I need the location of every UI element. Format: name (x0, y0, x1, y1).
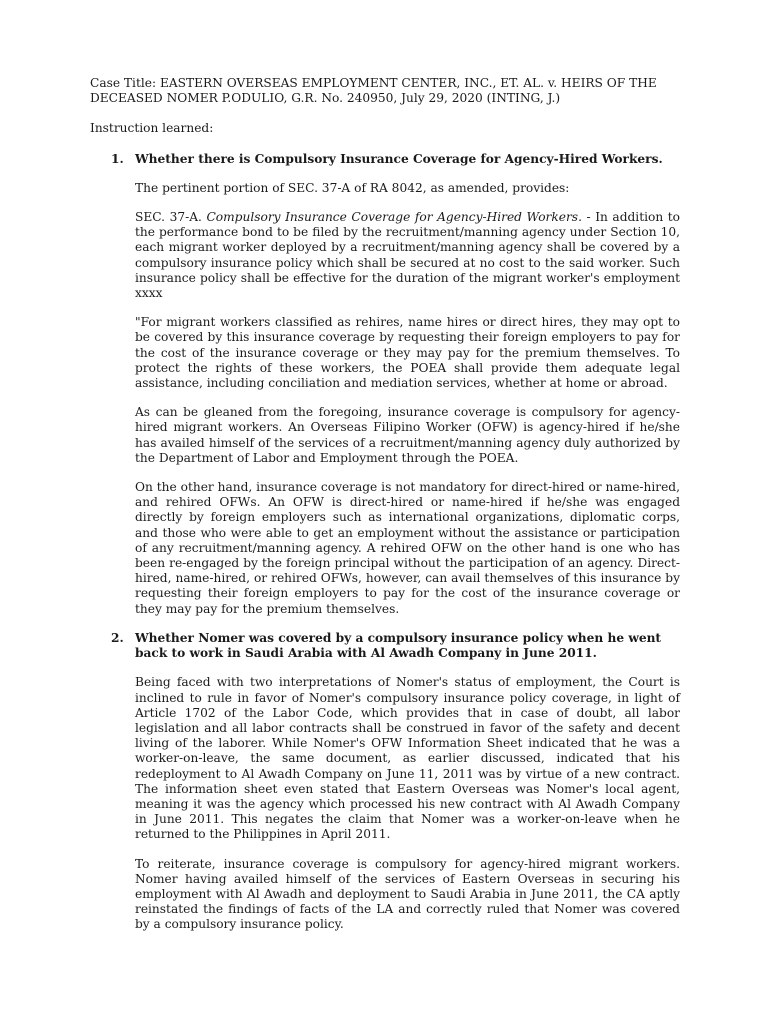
question-2-paragraph-a: Being faced with two interpretations of Nomer's status of employment, the Court is inclined to rule in favor of Nomer's compulsory insurance policy coverage, in light of Article 1702 of the Labor Code, which provides that in case of doubt, all labor legislation and all labor contracts shall be construed in favor of the safety and decent living of the laborer. While Nomer's OFW Information Sheet indicated that he was a worker-on-leave, the same document, as earlier discussed, indicated that his redeployment to Al Awadh Company on June 11, 2011 was by virtue of a new contract. The information sheet even stated that Eastern Overseas was Nomer's local agent, meaning it was the agency which processed his new contract with Al Awadh Company in June 2011. This negates the claim that Nomer was a worker-on-leave when he returned to the Philippines in April 2011. (135, 675, 680, 842)
section-37a-title: Compulsory Insurance Coverage for Agency-Hired Workers. (206, 210, 582, 225)
instruction-label: Instruction learned: (90, 121, 214, 136)
question-2-text: Whether Nomer was covered by a compulsory insurance policy when he went back to work in Saudi Arabia with Al Awadh Company in June 2011. (135, 630, 662, 661)
section-37a-prefix: SEC. 37-A. (135, 210, 207, 225)
question-1-heading (90, 152, 680, 167)
question-1-text: Whether there is Compulsory Insurance Coverage for Agency-Hired Workers. (135, 151, 663, 166)
case-title: Case Title: EASTERN OVERSEAS EMPLOYMENT CENTER, INC., ET. AL. v. HEIRS OF THE DECEASED NOMER P.ODULIO, G.R. No. 240950, July 29, 2020 (INTING, J.) (90, 76, 657, 106)
question-2-paragraph-b: To reiterate, insurance coverage is compulsory for agency-hired migrant workers. Nomer having availed himself of the services of Eastern Overseas in securing his employment with Al Awadh and deployment to Saudi Arabia in June 2011, the CA aptly reinstated the findings of facts of the LA and correctly ruled that Nomer was covered by a compulsory insurance policy. (135, 856, 680, 932)
question-2-number: 2. (111, 630, 124, 645)
section-37a-paragraph (135, 210, 680, 301)
question-1-number: 1. (111, 151, 124, 166)
question-2-heading (90, 631, 680, 661)
question-1-paragraph-b: On the other hand, insurance coverage is not mandatory for direct-hired or name-hired, and rehired OFWs. An OFW is direct-hired or name-hired if he/she was engaged directly by foreign employers such as international organizations, diplomatic corps, and those who were able to get an employment without the assistance or participation of any recruitment/manning agency. A rehired OFW on the other hand is one who has been re-engaged by the foreign principal without the participation of an agency. Direct-hired, name-hired, or rehired OFWs, however, can avail themselves of this insurance by requesting their foreign employers to pay for the cost of the insurance coverage or they may pay for the premium themselves. (135, 480, 680, 616)
document-body (90, 76, 680, 947)
section-37a-text: - In addition to the performance bond to be filed by the recruitment/manning agency under Section 10, each migrant worker deployed by a recruitment/manning agency shall be covered by a compulsory insurance policy which shall be secured at no cost to the said worker. Such insurance policy shall be effective for the duration of the migrant worker's employment xxxx (135, 210, 680, 301)
question-1-intro: The pertinent portion of SEC. 37-A of RA 8042, as amended, provides: (135, 180, 570, 195)
question-1-paragraph-a: As can be gleaned from the foregoing, insurance coverage is compulsory for agency-hired migrant workers. An Overseas Filipino Worker (OFW) is agency-hired if he/she has availed himself of the services of a recruitment/manning agency duly authorized by the Department of Labor and Employment through the POEA. (135, 405, 680, 465)
quoted-provision: "For migrant workers classified as rehires, name hires or direct hires, they may opt to be covered by this insurance coverage by requesting their foreign employers to pay for the cost of the insurance coverage or they may pay for the premium themselves. To protect the rights of these workers, the POEA shall provide them adequate legal assistance, including conciliation and mediation services, whether at home or abroad. (135, 315, 680, 391)
